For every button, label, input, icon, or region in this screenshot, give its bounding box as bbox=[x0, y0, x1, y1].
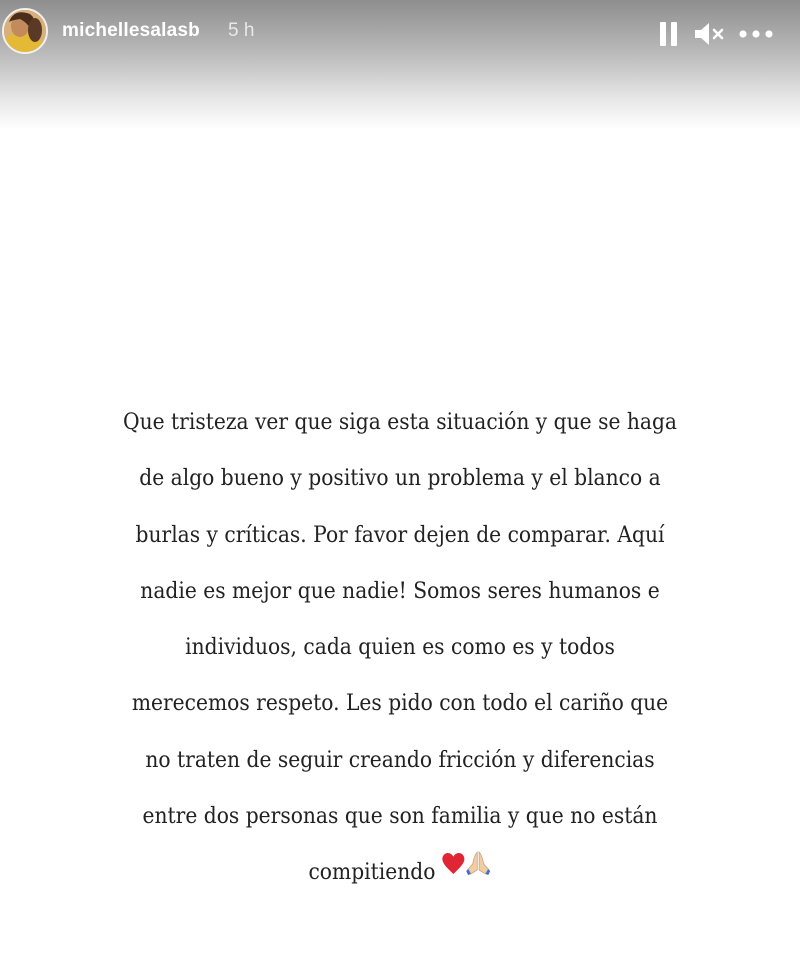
more-options-button[interactable] bbox=[736, 19, 776, 49]
story-text bbox=[87, 395, 713, 902]
more-options-icon bbox=[738, 29, 774, 39]
timestamp: 5 h bbox=[228, 20, 255, 41]
pause-button[interactable] bbox=[656, 19, 682, 49]
praying-hands-icon bbox=[466, 842, 492, 898]
story-line: Que tristeza ver que siga esta situación y que se haga bbox=[123, 410, 677, 435]
story-last-line bbox=[87, 845, 713, 901]
story-line: individuos, cada quien es como es y todos bbox=[185, 635, 615, 661]
story-line-text: compitiendo bbox=[308, 860, 436, 886]
avatar[interactable] bbox=[2, 8, 48, 54]
mute-button[interactable] bbox=[692, 19, 726, 49]
story-controls bbox=[656, 19, 776, 49]
story-line: merecemos respeto. Les pido con todo el cariño que bbox=[131, 691, 669, 717]
story-line: no traten de seguir creando fricción y diferencias bbox=[145, 747, 655, 773]
story-line: burlas y críticas. Por favor dejen de comparar. Aquí bbox=[135, 522, 665, 548]
red-heart-icon bbox=[442, 842, 466, 898]
story-line: entre dos personas que son familia y que no están bbox=[142, 804, 658, 830]
story-line: nadie es mejor que nadie! Somos seres humanos e bbox=[140, 578, 660, 604]
speaker-muted-icon bbox=[693, 21, 725, 47]
avatar-image bbox=[4, 10, 46, 52]
username[interactable]: michellesalasb bbox=[62, 20, 200, 41]
story-line: de algo bueno y positivo un problema y el blanco a bbox=[139, 466, 661, 492]
pause-icon bbox=[659, 21, 679, 47]
story-header bbox=[0, 0, 800, 70]
